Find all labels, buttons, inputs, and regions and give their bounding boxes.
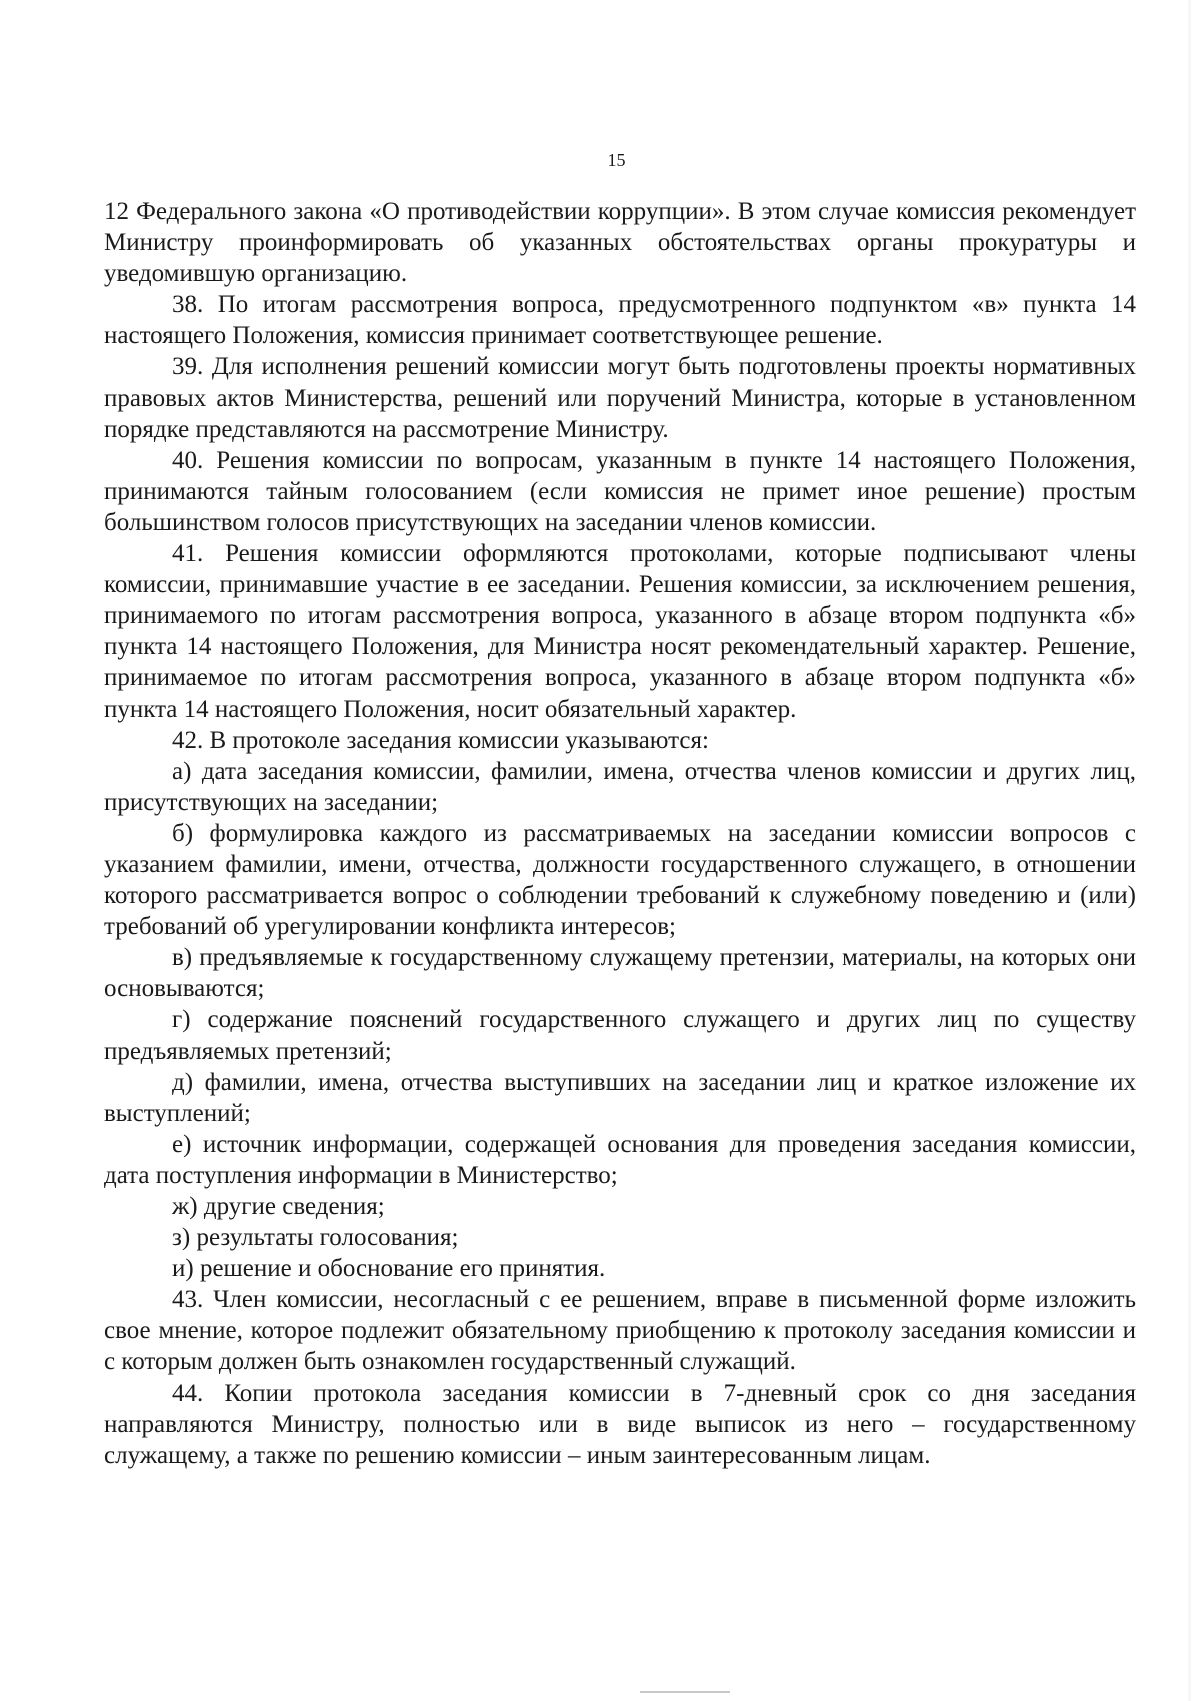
list-item-b: б) формулировка каждого из рассматриваемых на заседании комиссии вопросов с указанием фамилии, имени, отчества, должности государственного служащего, в отношении которого рассматривается вопрос о соблюдении требований к служебному поведению и (или) требований об урегулировании конфликта интересов; — [104, 819, 1136, 941]
list-item-zh: ж) другие сведения; — [172, 1193, 385, 1220]
list-item-z: з) результаты голосования; — [172, 1224, 459, 1252]
list-item-a: а) дата заседания комиссии, фамилии, имена, отчества членов комиссии и других лиц, присутствующих на заседании; — [104, 757, 1136, 816]
paragraph-41: 41. Решения комиссии оформляются протоколами, которые подписывают члены комиссии, принимавшие участие в ее заседании. Решения комиссии, за исключением решения, принимаемого по итогам рассмотрения вопроса, указанного в абзаце втором подпункта «б» пункта 14 настоящего Положения, для Министра носят рекомендательный характер. Решение, принимаемое по итогам рассмотрения вопроса, указанного в абзаце втором подпункта «б» пункта 14 настоящего Положения, носит обязательный характер. — [104, 540, 1136, 723]
list-item-v: в) предъявляемые к государственному служащему претензии, материалы, на которых они основываются; — [104, 944, 1136, 1003]
list-item-d: д) фамилии, имена, отчества выступивших на заседании лиц и краткое изложение их выступлений; — [104, 1068, 1136, 1127]
scan-artifact-edge — [1188, 0, 1191, 1701]
page-number: 15 — [607, 150, 626, 170]
paragraph-40: 40. Решения комиссии по вопросам, указанным в пункте 14 настоящего Положения, принимаются тайным голосованием (если комиссия не примет иное решение) простым большинством голосов присутствующих на заседании членов комиссии. — [104, 446, 1136, 536]
list-item-e: е) источник информации, содержащей основания для проведения заседания комиссии, дата поступления информации в Министерство; — [104, 1130, 1136, 1189]
scan-artifact-bottom — [640, 1691, 730, 1693]
document-body — [104, 196, 1136, 1471]
list-item-g: г) содержание пояснений государственного служащего и других лиц по существу предъявляемых претензий; — [104, 1006, 1136, 1065]
paragraph-43: 43. Член комиссии, несогласный с ее решением, вправе в письменной форме изложить свое мнение, которое подлежит обязательному приобщению к протоколу заседания комиссии и с которым должен быть ознакомлен государственный служащий. — [104, 1286, 1136, 1376]
paragraph-42: 42. В протоколе заседания комиссии указываются: — [172, 726, 709, 754]
paragraph-39: 39. Для исполнения решений комиссии могут быть подготовлены проекты нормативных правовых актов Министерства, решений или поручений Министра, которые в установленном порядке представляются на рассмотрение Министру. — [104, 353, 1136, 443]
paragraph-44: 44. Копии протокола заседания комиссии в 7-дневный срок со дня заседания направляются Министру, полностью или в виде выписок из него – государственному служащему, а также по решению комиссии – иным заинтересованным лицам. — [104, 1379, 1136, 1469]
paragraph-continuation: 12 Федерального закона «О противодействии коррупции». В этом случае комиссия рекомендует Министру проинформировать об указанных обстоятельствах органы прокуратуры и уведомившую организацию. — [104, 198, 1136, 288]
paragraph-38: 38. По итогам рассмотрения вопроса, предусмотренного подпунктом «в» пункта 14 настоящего Положения, комиссия принимает соответствующее решение. — [104, 291, 1136, 350]
list-item-i: и) решение и обоснование его принятия. — [172, 1255, 606, 1283]
